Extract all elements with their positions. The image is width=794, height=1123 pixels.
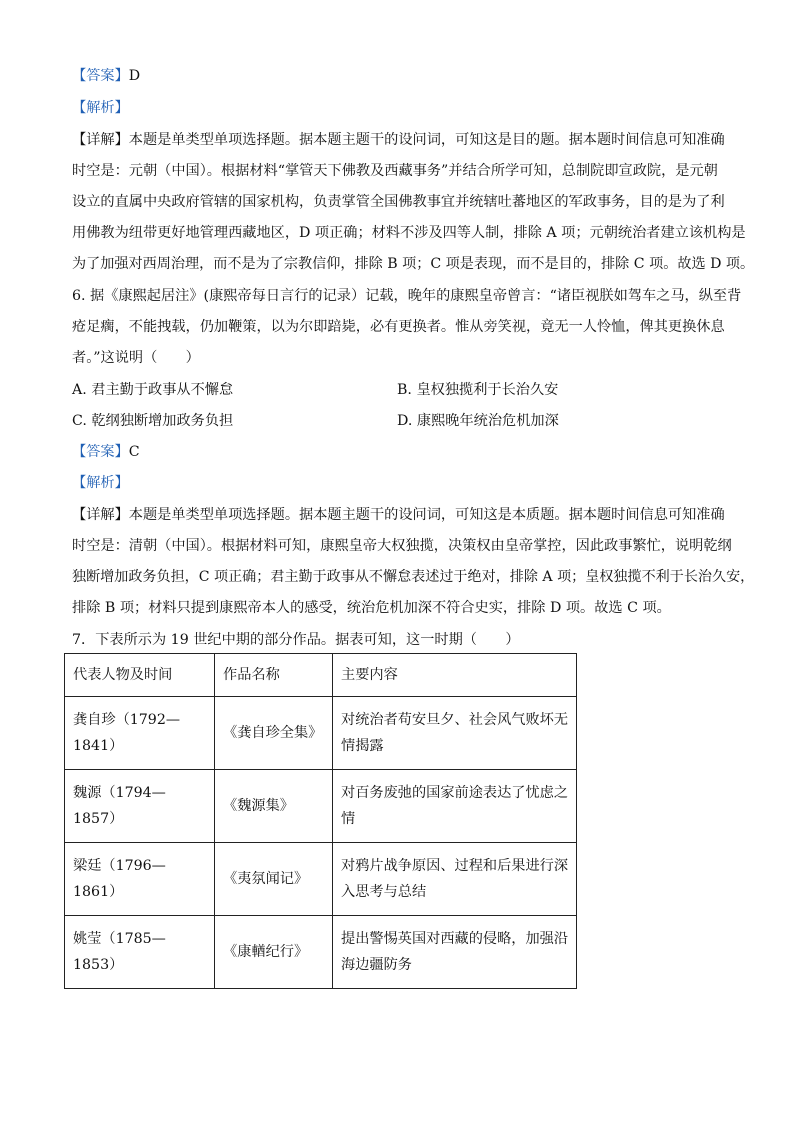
table-cell-work: 《夷氛闻记》 bbox=[215, 843, 333, 916]
table-row bbox=[65, 770, 577, 843]
q6-stem-line-1: 6. 据《康熙起居注》(康熙帝每日言行的记录）记载，晚年的康熙皇帝曾言：“诸臣视朕如驾车之马，纵至背 bbox=[72, 288, 742, 304]
q6-option-c: C. 乾纲独断增加政务负担 bbox=[72, 413, 234, 429]
q5-analysis-heading bbox=[72, 98, 129, 118]
table-cell-content: 对鸦片战争原因、过程和后果进行深入思考与总结 bbox=[333, 843, 577, 916]
q6-detail-line-4: 排除 B 项；材料只提到康熙帝本人的感受，统治危机加深不符合史实，排除 D 项。故选 C 项。 bbox=[72, 600, 671, 616]
detail-text: 本题是单类型单项选择题。据本题主题干的设问词，可知这是目的题。据本题时间信息可知准确 bbox=[128, 132, 725, 148]
q6-option-b: B. 皇权独揽利于长治久安 bbox=[397, 382, 559, 398]
q6-option-a: A. 君主勤于政事从不懈怠 bbox=[72, 382, 234, 398]
column-header: 主要内容 bbox=[333, 654, 577, 697]
detail-tag: 【详解】 bbox=[72, 507, 129, 523]
q5-detail-line-4: 用佛教为纽带更好地管理西藏地区，D 项正确；材料不涉及四等人制，排除 A 项；元朝统治者建立该机构是 bbox=[72, 225, 746, 241]
column-header: 作品名称 bbox=[215, 654, 333, 697]
table-cell-person: 龚自珍（1792—1841） bbox=[65, 697, 215, 770]
q6-analysis-heading bbox=[72, 473, 129, 493]
detail-text: 本题是单类型单项选择题。据本题主题干的设问词，可知这是本质题。据本题时间信息可知准确 bbox=[128, 507, 725, 523]
table-cell-content: 对统治者苟安旦夕、社会风气败坏无情揭露 bbox=[333, 697, 577, 770]
q6-detail-line-2: 时空是：清朝（中国）。根据材料可知，康熙皇帝大权独揽，决策权由皇帝掌控，因此政事繁忙，说明乾纲 bbox=[72, 538, 732, 554]
detail-tag: 【详解】 bbox=[72, 132, 129, 148]
table-cell-content: 提出警惕英国对西藏的侵略，加强沿海边疆防务 bbox=[333, 916, 577, 989]
q5-detail-line-1 bbox=[72, 130, 725, 150]
works-table bbox=[64, 653, 577, 989]
q5-detail-line-3: 设立的直属中央政府管辖的国家机构，负责掌管全国佛教事宜并统辖吐蕃地区的军政事务，目的是为了利 bbox=[72, 194, 725, 210]
analysis-tag: 【解析】 bbox=[72, 475, 129, 491]
answer-value: C bbox=[128, 444, 140, 460]
table-cell-work: 《龚自珍全集》 bbox=[215, 697, 333, 770]
answer-value: D bbox=[128, 68, 141, 84]
q6-detail-line-3: 独断增加政务负担，C 项正确；君主勤于政事从不懈怠表述过于绝对，排除 A 项；皇权独揽不利于长治久安， bbox=[72, 569, 755, 585]
analysis-tag: 【解析】 bbox=[72, 100, 129, 116]
table-cell-work: 《康輶纪行》 bbox=[215, 916, 333, 989]
table-row bbox=[65, 843, 577, 916]
table-cell-person: 梁廷（1796—1861） bbox=[65, 843, 215, 916]
table-cell-work: 《魏源集》 bbox=[215, 770, 333, 843]
table-cell-content: 对百务废弛的国家前途表达了忧虑之情 bbox=[333, 770, 577, 843]
q6-stem-line-2: 疮足瘸，不能拽载，仍加鞭策，以为尔即踣毙，必有更换者。惟从旁笑视，竟无一人怜恤，俾其更换休息 bbox=[72, 319, 725, 335]
table-cell-person: 魏源（1794—1857） bbox=[65, 770, 215, 843]
q5-detail-line-5: 为了加强对西周治理，而不是为了宗教信仰，排除 B 项；C 项是表现，而不是目的，排除 C 项。故选 D 项。 bbox=[72, 256, 755, 272]
answer-tag: 【答案】 bbox=[72, 444, 129, 460]
answer-tag: 【答案】 bbox=[72, 68, 129, 84]
column-header: 代表人物及时间 bbox=[65, 654, 215, 697]
table-header-row bbox=[65, 654, 577, 697]
q6-answer bbox=[72, 442, 140, 462]
table-row bbox=[65, 916, 577, 989]
table-row bbox=[65, 697, 577, 770]
q6-option-d: D. 康熙晚年统治危机加深 bbox=[397, 413, 559, 429]
q5-answer bbox=[72, 66, 140, 86]
table-cell-person: 姚莹（1785—1853） bbox=[65, 916, 215, 989]
q7-stem: 7．下表所示为 19 世纪中期的部分作品。据表可知，这一时期（ ） bbox=[72, 632, 520, 648]
q6-detail-line-1 bbox=[72, 505, 725, 525]
q5-detail-line-2: 时空是：元朝（中国）。根据材料“掌管天下佛教及西藏事务”并结合所学可知，总制院即宣政院，是元朝 bbox=[72, 163, 718, 179]
q6-stem-line-3: 者。”这说明（ ） bbox=[72, 350, 200, 366]
